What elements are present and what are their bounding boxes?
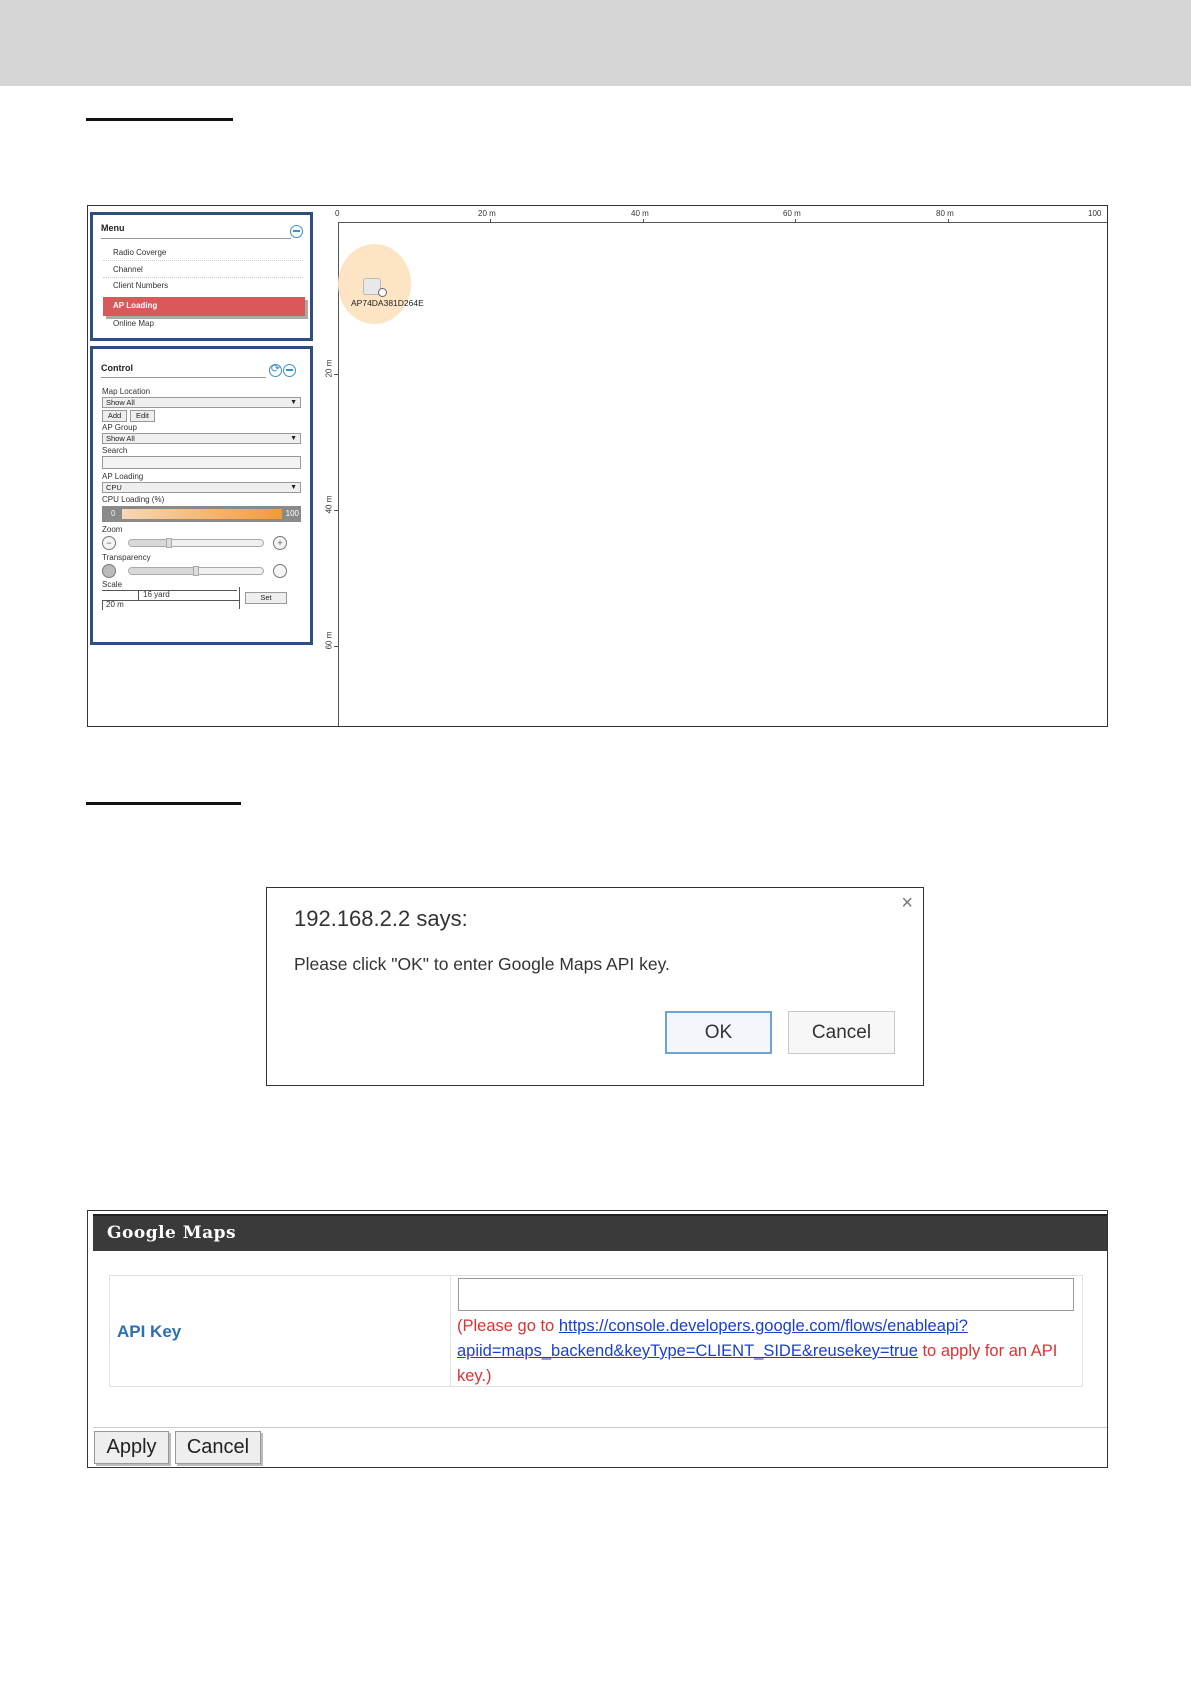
zoom-out-icon[interactable]: − xyxy=(102,536,116,550)
transparency-slider[interactable] xyxy=(128,567,264,575)
note-suffix: to apply for an API key.) xyxy=(457,1342,1058,1385)
y-tick-mark xyxy=(334,510,338,511)
edit-location-button[interactable]: Edit xyxy=(130,410,155,422)
menu-item-radio-coverage[interactable]: Radio Coverge xyxy=(113,248,167,257)
minus-circle-icon[interactable] xyxy=(283,364,296,377)
cpu-min-value: 0 xyxy=(111,509,116,518)
chevron-down-icon: ▼ xyxy=(290,435,297,442)
page-header-band xyxy=(0,0,1191,86)
scale-bar-start xyxy=(102,600,103,610)
cancel-button[interactable]: Cancel xyxy=(175,1431,261,1464)
scale-bar-tick xyxy=(138,590,139,600)
ap-loading-value: CPU xyxy=(106,483,122,492)
form-divider xyxy=(93,1427,1107,1428)
api-key-input[interactable] xyxy=(458,1278,1074,1311)
chevron-down-icon: ▼ xyxy=(290,399,297,406)
x-tick-label: 100 xyxy=(1088,209,1102,218)
form-title: Google Maps xyxy=(107,1223,237,1243)
zoom-label: Zoom xyxy=(102,525,123,534)
transparency-label: Transparency xyxy=(102,553,151,562)
y-tick-mark xyxy=(334,646,338,647)
x-tick-label: 60 m xyxy=(783,209,801,218)
zoom-slider[interactable] xyxy=(128,539,264,547)
dialog-title: 192.168.2.2 says: xyxy=(294,906,468,931)
floor-map[interactable] xyxy=(324,206,1107,726)
y-tick-label: 60 m xyxy=(324,631,334,650)
scale-set-button[interactable]: Set xyxy=(245,592,287,604)
ap-loading-select[interactable] xyxy=(102,482,301,493)
apply-button[interactable]: Apply xyxy=(94,1431,169,1464)
ok-button[interactable]: OK xyxy=(665,1011,772,1054)
google-maps-form xyxy=(87,1210,1108,1468)
google-console-link[interactable]: https://console.developers.google.com/flows/enableapi? xyxy=(558,1317,968,1335)
ap-link-icon xyxy=(378,288,387,297)
chevron-down-icon: ▼ xyxy=(290,484,297,491)
menu-item-ap-loading[interactable] xyxy=(103,297,305,316)
search-input[interactable] xyxy=(102,456,301,469)
ap-group-select[interactable] xyxy=(102,433,301,444)
note-prefix: (Please go to xyxy=(457,1317,559,1335)
search-label: Search xyxy=(102,446,128,455)
ap-group-label: AP Group xyxy=(102,423,137,432)
transparency-high-icon[interactable] xyxy=(273,564,287,578)
map-location-select[interactable] xyxy=(102,397,301,408)
api-key-label: API Key xyxy=(117,1322,182,1341)
form-header xyxy=(93,1214,1107,1251)
google-console-link-cont[interactable]: apiid=maps_backend&keyType=CLIENT_SIDE&reusekey=true xyxy=(457,1342,918,1360)
menu-item-label: AP Loading xyxy=(113,301,158,310)
menu-divider xyxy=(103,260,303,261)
x-tick-label: 0 xyxy=(335,209,340,218)
menu-title: Menu xyxy=(101,223,125,233)
y-tick-label: 40 m xyxy=(324,495,334,514)
control-title: Control xyxy=(101,363,133,373)
cpu-gradient xyxy=(122,509,282,519)
cpu-max-value: 100 xyxy=(285,509,299,518)
x-tick-mark xyxy=(948,219,949,223)
map-location-label: Map Location xyxy=(102,387,151,396)
cpu-loading-legend xyxy=(102,506,301,522)
cancel-button[interactable]: Cancel xyxy=(788,1011,895,1054)
ap-group-value: Show All xyxy=(106,434,135,443)
minus-circle-icon[interactable] xyxy=(290,225,303,238)
menu-item-channel[interactable]: Channel xyxy=(113,265,143,274)
y-ruler xyxy=(338,222,339,726)
zoom-in-icon[interactable]: + xyxy=(273,536,287,550)
ap-loading-label: AP Loading xyxy=(102,472,144,481)
browser-dialog xyxy=(266,887,924,1086)
map-location-value: Show All xyxy=(106,398,135,407)
refresh-icon[interactable] xyxy=(269,364,282,377)
menu-item-online-map[interactable]: Online Map xyxy=(113,319,154,328)
y-tick-mark xyxy=(334,374,338,375)
transparency-low-icon[interactable] xyxy=(102,564,116,578)
y-tick-label: 20 m xyxy=(324,359,334,378)
scale-yard-value: 16 yard xyxy=(143,590,170,599)
ap-name-label: AP74DA381D264E xyxy=(351,298,424,308)
x-tick-label: 80 m xyxy=(936,209,954,218)
x-tick-label: 20 m xyxy=(478,209,496,218)
menu-divider xyxy=(103,277,303,278)
map-tool-screenshot xyxy=(87,205,1108,727)
scale-label: Scale xyxy=(102,580,123,589)
api-key-table xyxy=(109,1275,1083,1387)
x-tick-mark xyxy=(795,219,796,223)
menu-title-divider xyxy=(101,238,291,239)
control-title-divider xyxy=(101,377,266,378)
transparency-slider-handle[interactable] xyxy=(193,566,199,576)
scale-input[interactable]: 20 m xyxy=(106,600,124,609)
x-tick-mark xyxy=(490,219,491,223)
zoom-slider-fill xyxy=(129,540,169,546)
api-key-label-cell xyxy=(110,1276,451,1386)
section-rule-2 xyxy=(86,802,241,805)
x-tick-mark xyxy=(643,219,644,223)
x-ruler xyxy=(338,222,1107,223)
zoom-slider-handle[interactable] xyxy=(166,538,172,548)
dialog-message: Please click "OK" to enter Google Maps API key. xyxy=(294,954,670,974)
x-tick-label: 40 m xyxy=(631,209,649,218)
menu-panel xyxy=(90,212,313,341)
transparency-slider-fill xyxy=(129,568,196,574)
add-location-button[interactable]: Add xyxy=(102,410,127,422)
control-panel xyxy=(90,346,313,645)
menu-item-client-numbers[interactable]: Client Numbers xyxy=(113,281,169,290)
scale-bar-end xyxy=(239,587,240,609)
section-rule-1 xyxy=(86,118,233,121)
api-key-note xyxy=(457,1314,1077,1389)
close-icon[interactable]: × xyxy=(901,892,913,914)
cpu-loading-label: CPU Loading (%) xyxy=(102,495,165,504)
